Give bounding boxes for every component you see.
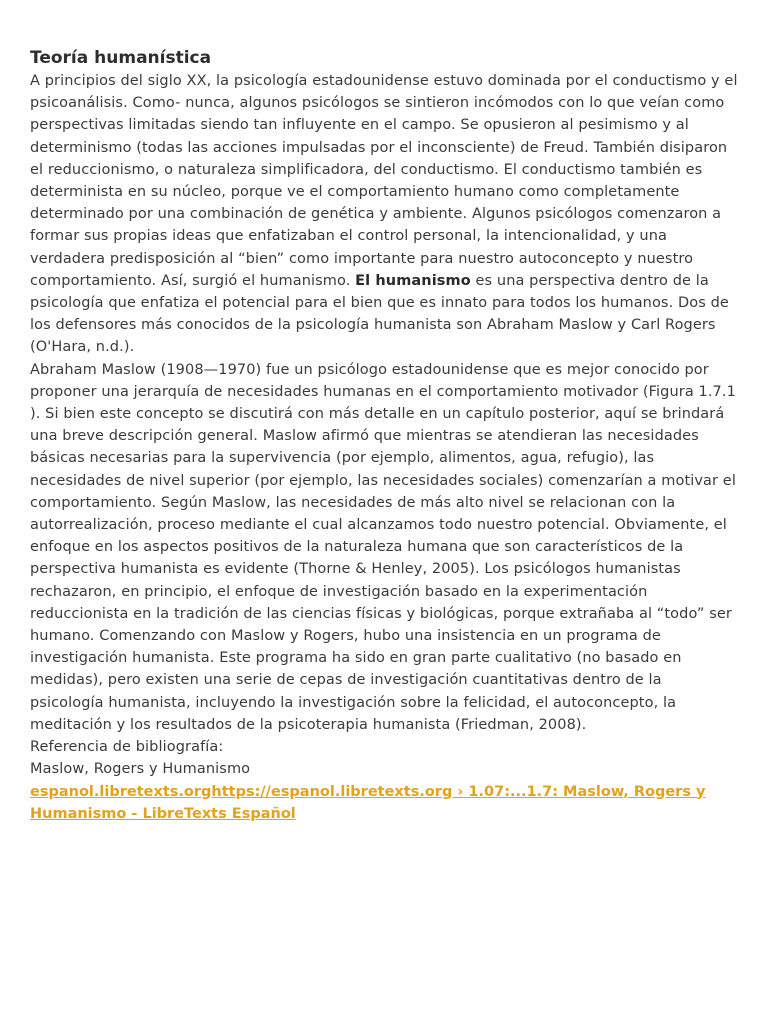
reference-label: Referencia de bibliografía: [30,739,224,756]
document-title: Teoría humanística [30,48,212,68]
document [30,46,738,825]
reference-link-line1: espanol.libretexts.orghttps://espanol.libretexts.org › 1.07:...1.7: Maslow, Rogers y [30,783,706,800]
paragraph-humanism-intro [30,70,738,359]
paragraph-text: A principios del siglo XX, la psicología estadounidense estuvo dominada por el conductismo y el psicoanálisis. Como- nunca, algunos psicólogos se sintieron incómodos con lo que veían como perspectivas limitadas siendo tan influyente en el campo. Se opusieron al pesimismo y al determinismo (todas las acciones impulsadas por el inconsciente) de Freud. También disiparon el reduccionismo, o naturaleza simplificadora, del conductismo. El conductismo también es determinista en su núcleo, porque ve el comportamiento humano como completamente determinado por una combinación de genética y ambiente. Algunos psicólogos comenzaron a formar sus propias ideas que enfatizaban el control personal, la intencionalidad, y una verdadera predisposición al “bien” como importante para nuestro autoconcepto y nuestro comportamiento. Así, surgió el humanismo. [30,73,738,289]
reference-link[interactable] [30,781,738,825]
bold-term-humanismo: El humanismo [355,272,471,289]
paragraph-text: es una perspectiva dentro de la psicología que enfatiza el potencial para el bien que es innato para todos los humanos. Dos de los defensores más conocidos de la psicología humanista son Abraham Maslow y Carl Rogers (O'Hara, n.d.). [30,272,729,356]
reference-title: Maslow, Rogers y Humanismo [30,761,251,778]
paragraph-maslow-needs: ). Si bien este concepto se discutirá con más detalle en un capítulo posterior, aquí se brindará una breve descripción general. Maslow afirmó que mientras se atendieran las necesidades básicas necesarias para la supervivencia (por ejemplo, alimentos, agua, refugio), las necesidades de nivel superior (por ejemplo, las necesidades sociales) comenzarían a motivar el comportamiento. Según Maslow, las necesidades de más alto nivel se relacionan con la autorrealización, proceso mediante el cual alcanzamos todo nuestro potencial. Obviamente, el enfoque en los aspectos positivos de la naturaleza humana que son característicos de la perspectiva humanista es evidente (Thorne & Henley, 2005). Los psicólogos humanistas rechazaron, en principio, el enfoque de investigación basado en la experimentación reduccionista en la tradición de las ciencias físicas y biológicas, porque extrañaba al “todo” ser humano. Comenzando con Maslow y Rogers, hubo una insistencia en un programa de investigación humanista. Este programa ha sido en gran parte cualitativo (no basado en medidas), pero existen una serie de cepas de investigación cuantitativas dentro de la psicología humanista, incluyendo la investigación sobre la felicidad, el autoconcepto, la meditación y los resultados de la psicoterapia humanista (Friedman, 2008). [30,406,736,733]
reference-link-line2: Humanismo - LibreTexts Español [30,805,296,822]
paragraph-maslow: Abraham Maslow (1908—1970) fue un psicólogo estadounidense que es mejor conocido por proponer una jerarquía de necesidades humanas en el comportamiento motivador (Figura 1.7.1 [30,361,736,400]
